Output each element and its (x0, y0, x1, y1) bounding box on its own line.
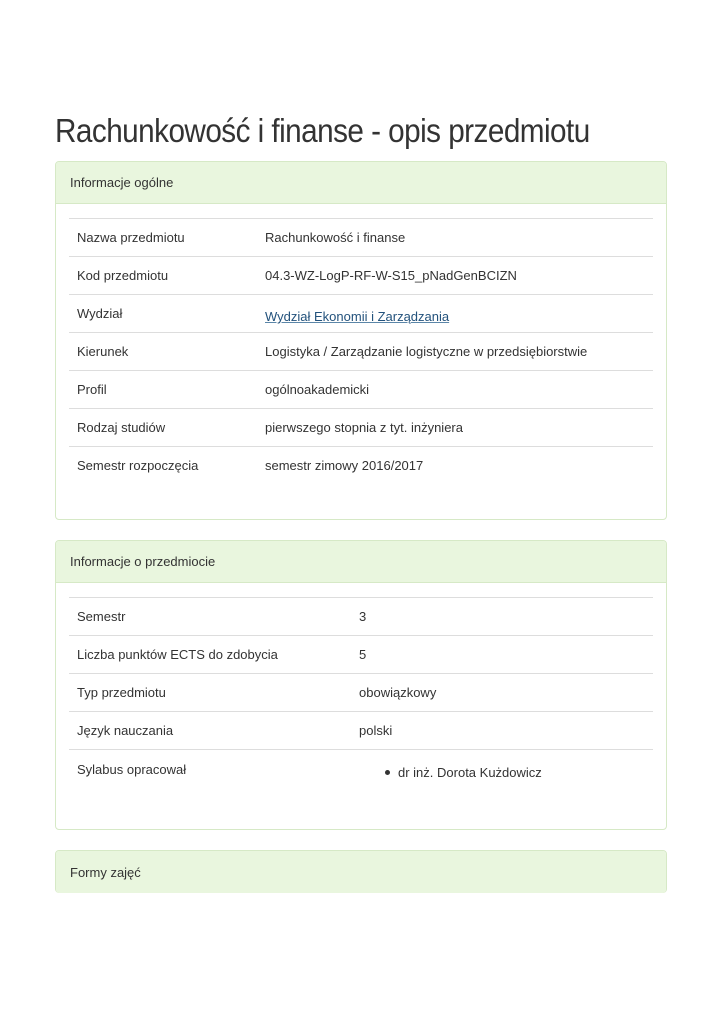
table-row (69, 409, 653, 447)
row-label: Typ przedmiotu (77, 685, 166, 700)
row-value: polski (359, 723, 393, 738)
row-label: Semestr (77, 609, 126, 624)
row-label: Profil (77, 382, 107, 397)
row-value (351, 750, 653, 794)
row-label: Wydział (77, 306, 123, 321)
subject-info-panel (55, 540, 667, 830)
row-label: Kod przedmiotu (77, 268, 169, 283)
general-info-table (69, 218, 653, 485)
row-label: Nazwa przedmiotu (77, 230, 185, 245)
subject-info-heading: Informacje o przedmiocie (56, 541, 666, 583)
row-value: 3 (359, 609, 367, 624)
class-forms-panel (55, 850, 667, 893)
general-info-heading: Informacje ogólne (56, 162, 666, 204)
table-row (69, 295, 653, 333)
row-value: Rachunkowość i finanse (265, 230, 406, 245)
row-value: obowiązkowy (359, 685, 437, 700)
row-label: Semestr rozpoczęcia (77, 458, 199, 474)
table-row (69, 219, 653, 257)
row-value: Logistyka / Zarządzanie logistyczne w przedsiębiorstwie (265, 344, 588, 359)
row-label: Kierunek (77, 344, 129, 359)
class-forms-heading: Formy zajęć (56, 851, 666, 893)
row-value: 5 (359, 647, 367, 662)
table-row (69, 712, 653, 750)
row-label: Język nauczania (77, 723, 174, 738)
row-value: ogólnoakademicki (265, 382, 370, 397)
row-value: pierwszego stopnia z tyt. inżyniera (265, 420, 463, 435)
table-row (69, 447, 653, 485)
row-value: semestr zimowy 2016/2017 (265, 458, 424, 474)
table-row (69, 598, 653, 636)
row-value: 04.3-WZ-LogP-RF-W-S15_pNadGenBCIZN (265, 268, 517, 283)
table-row (69, 636, 653, 674)
row-label: Rodzaj studiów (77, 420, 166, 435)
table-row (69, 674, 653, 712)
table-row (69, 750, 653, 794)
author-name: dr inż. Dorota Kużdowicz (398, 765, 542, 780)
table-row (69, 333, 653, 371)
row-label: Sylabus opracował (77, 762, 187, 777)
row-label: Liczba punktów ECTS do zdobycia (77, 647, 278, 662)
subject-info-table (69, 597, 653, 794)
row-value (257, 295, 653, 333)
table-row (69, 371, 653, 409)
faculty-link[interactable]: Wydział Ekonomii i Zarządzania (265, 309, 450, 324)
page-title: Rachunkowość i finanse - opis przedmiotu (55, 112, 590, 149)
general-info-panel (55, 161, 667, 520)
table-row (69, 257, 653, 295)
bullet-icon (385, 770, 390, 775)
